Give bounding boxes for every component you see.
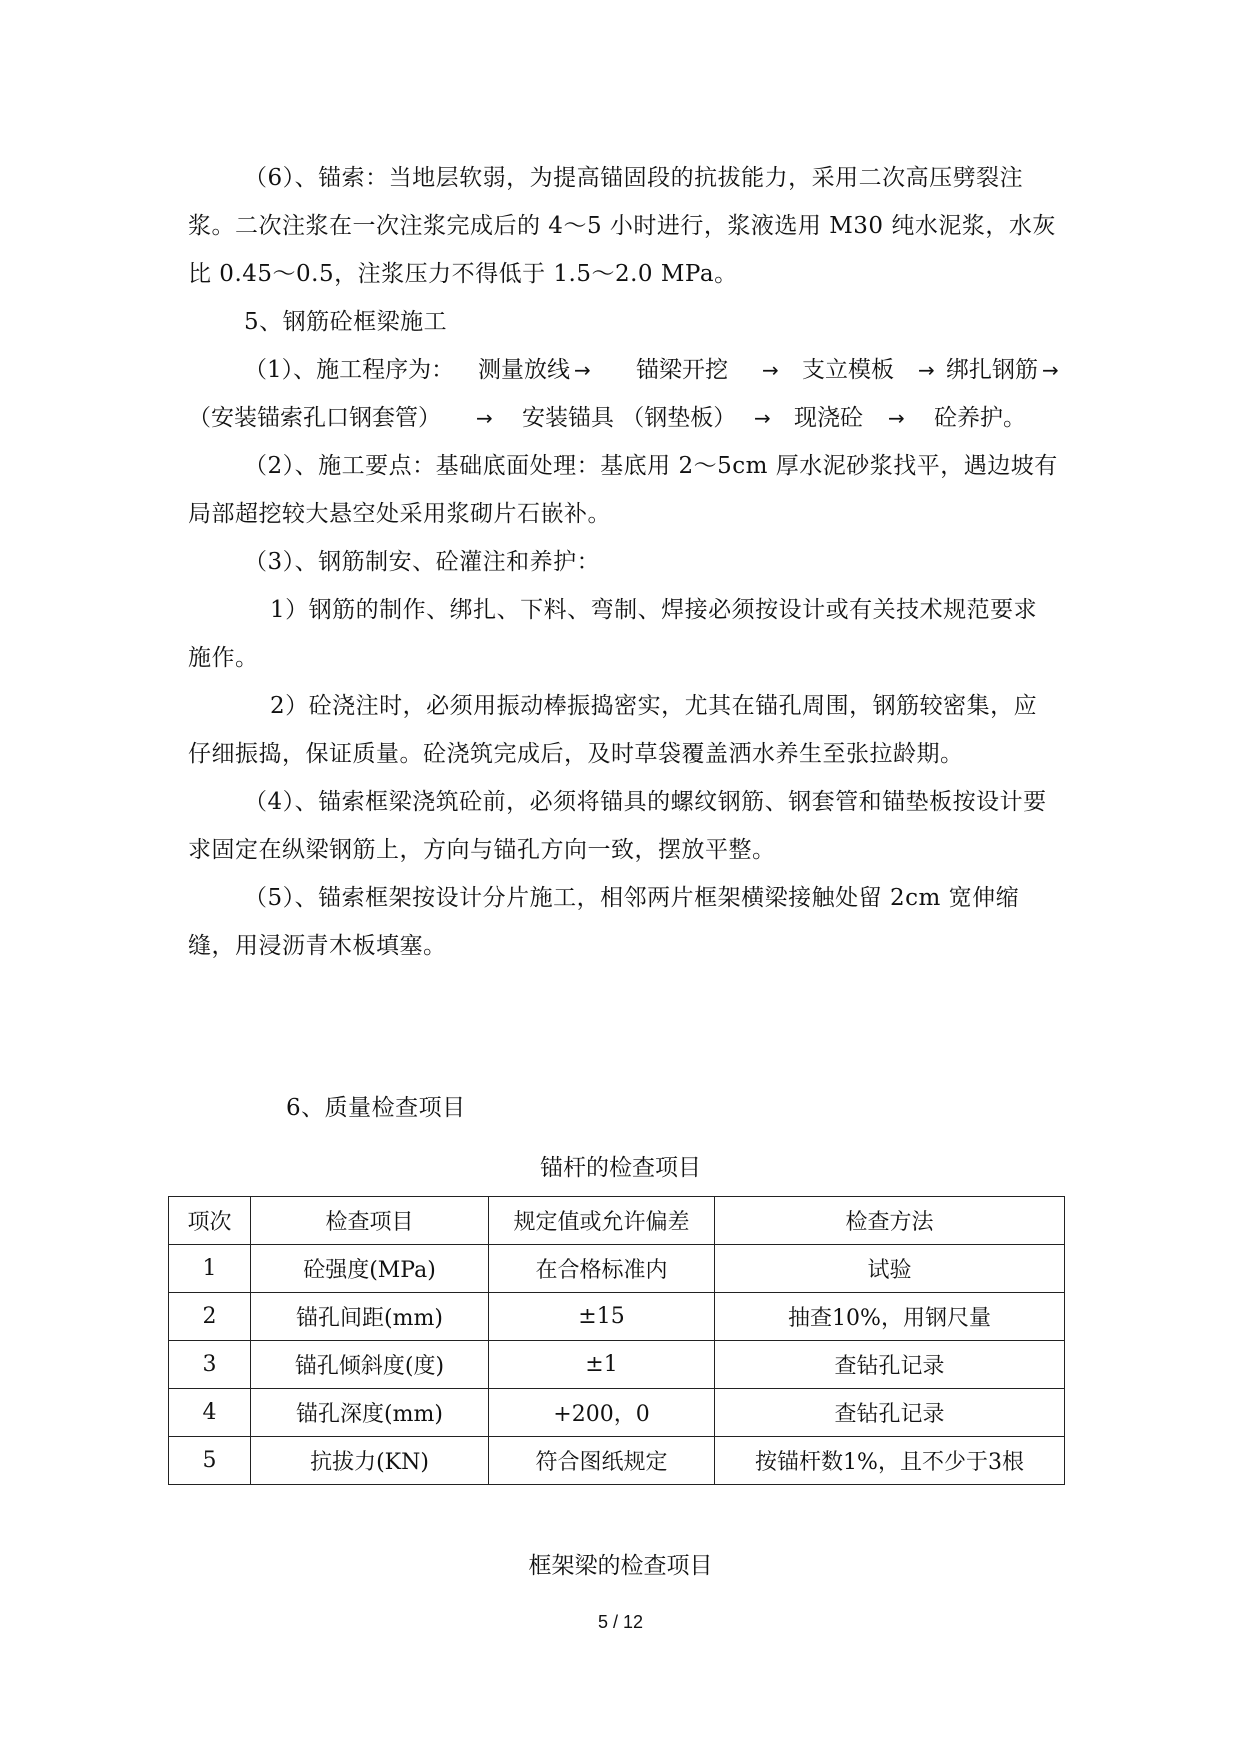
sequence-prefix: （1）、施工程序为：: [244, 357, 455, 383]
table-row: [169, 1437, 1065, 1485]
arrow-icon: →: [888, 406, 905, 430]
step-formwork: 支立模板: [802, 357, 894, 383]
table-cell: 3: [169, 1341, 251, 1389]
section-6-heading: 6、质量检查项目: [286, 1095, 466, 1121]
step-steel-casing: （安装锚索孔口钢套管）: [188, 405, 441, 431]
table-cell: 1: [169, 1245, 251, 1293]
table-cell: 锚孔间距(mm): [251, 1293, 489, 1341]
header-tolerance: 规定值或允许偏差: [489, 1197, 715, 1245]
arrow-icon: →: [918, 358, 935, 382]
construction-sequence: [188, 346, 1068, 442]
table-cell: 试验: [715, 1245, 1065, 1293]
header-check-item: 检查项目: [251, 1197, 489, 1245]
table-cell: 符合图纸规定: [489, 1437, 715, 1485]
page-number: 5 / 12: [597, 1612, 644, 1632]
paragraph-anchor-cable-grouting: （6）、锚索：当地层软弱，为提高锚固段的抗拔能力，采用二次高压劈裂注浆。二次注浆在一次注浆完成后的 4～5 小时进行，浆液选用 M30 纯水泥浆，水灰比 0.45～0.5，注浆压力不得低于 1.5～2.0 MPa。: [188, 165, 1056, 287]
table-cell: 2: [169, 1293, 251, 1341]
table-cell: 抗拔力(KN): [251, 1437, 489, 1485]
table-cell: 在合格标准内: [489, 1245, 715, 1293]
step-survey: 测量放线: [478, 357, 570, 383]
step-excavation: 锚梁开挖: [636, 357, 728, 383]
step-rebar: 绑扎钢筋: [946, 357, 1038, 383]
section-5-heading: 5、钢筋砼框梁施工: [244, 309, 448, 335]
table-row: [169, 1245, 1065, 1293]
arrow-icon: →: [574, 358, 591, 382]
table-header-row: [169, 1197, 1065, 1245]
header-item-no: 项次: [169, 1197, 251, 1245]
step-anchorage: 安装锚具 （钢垫板）: [522, 405, 737, 431]
paragraph-concrete-pouring: 2）砼浇注时，必须用振动棒振捣密实，尤其在锚孔周围，钢筋较密集，应仔细振捣，保证质量。砼浇筑完成后，及时草袋覆盖洒水养生至张拉龄期。: [188, 693, 1038, 767]
table-cell: 查钻孔记录: [715, 1389, 1065, 1437]
table-cell: 抽查10%，用钢尺量: [715, 1293, 1065, 1341]
table-cell: 锚孔深度(mm): [251, 1389, 489, 1437]
step-curing: 砼养护。: [934, 405, 1026, 431]
arrow-icon: →: [762, 358, 779, 382]
arrow-icon: →: [1042, 358, 1059, 382]
frame-beam-table-title: 框架梁的检查项目: [528, 1553, 713, 1579]
table-cell: 5: [169, 1437, 251, 1485]
header-check-method: 检查方法: [715, 1197, 1065, 1245]
table-cell: 4: [169, 1389, 251, 1437]
table-cell: 按锚杆数1%，且不少于3根: [715, 1437, 1065, 1485]
table-cell: 锚孔倾斜度(度): [251, 1341, 489, 1389]
paragraph-rebar-fabrication: 1）钢筋的制作、绑扎、下料、弯制、焊接必须按设计或有关技术规范要求施作。: [188, 597, 1038, 671]
table-cell: ±1: [489, 1341, 715, 1389]
arrow-icon: →: [476, 406, 493, 430]
paragraph-construction-points: （2）、施工要点：基础底面处理：基底用 2～5cm 厚水泥砂浆找平，遇边坡有局部超挖较大悬空处采用浆砌片石嵌补。: [188, 453, 1058, 527]
arrow-icon: →: [754, 406, 771, 430]
table-row: [169, 1341, 1065, 1389]
table-cell: +200，0: [489, 1389, 715, 1437]
table-row: [169, 1293, 1065, 1341]
table-row: [169, 1389, 1065, 1437]
table-cell: 砼强度(MPa): [251, 1245, 489, 1293]
step-cast-concrete: 现浇砼: [794, 405, 863, 431]
table-cell: ±15: [489, 1293, 715, 1341]
anchor-table-title: 锚杆的检查项目: [540, 1155, 701, 1181]
paragraph-expansion-joint: （5）、锚索框架按设计分片施工，相邻两片框架横梁接触处留 2cm 宽伸缩缝，用浸沥青木板填塞。: [188, 885, 1020, 959]
paragraph-frame-beam-fixing: （4）、锚索框梁浇筑砼前，必须将锚具的螺纹钢筋、钢套管和锚垫板按设计要求固定在纵梁钢筋上，方向与锚孔方向一致，摆放平整。: [188, 789, 1047, 863]
anchor-inspection-table: [168, 1196, 1065, 1485]
table-cell: 查钻孔记录: [715, 1341, 1065, 1389]
paragraph-rebar-casting-curing: （3）、钢筋制安、砼灌注和养护：: [244, 549, 601, 575]
